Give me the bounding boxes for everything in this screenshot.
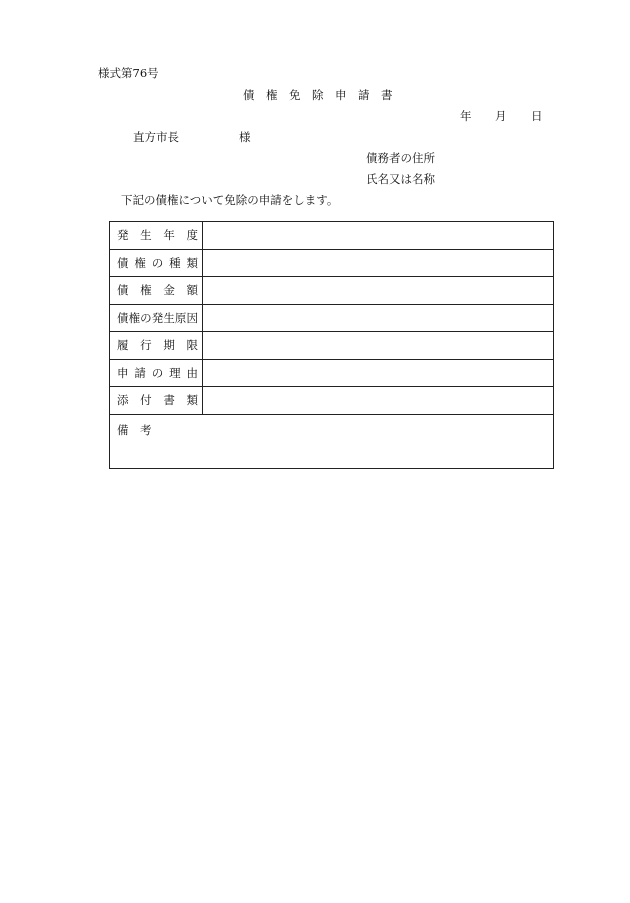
remarks-label: 備 考 <box>117 422 152 437</box>
row-label-claim-cause: 債権の発生原因 <box>117 310 198 325</box>
value-cell-year-of-occurrence[interactable] <box>203 222 554 250</box>
row-label-claim-type: 債権の種類 <box>117 255 198 270</box>
intro-text: 下記の債権について免除の申請をします。 <box>121 193 339 207</box>
row-label-cell <box>110 304 203 332</box>
value-cell-attachments[interactable] <box>203 387 554 415</box>
row-label-claim-amount: 債 権 金 額 <box>117 283 198 298</box>
row-label-cell <box>110 249 203 277</box>
row-label-cell <box>110 332 203 360</box>
date-year-label: 年 <box>460 109 472 123</box>
table-row <box>110 304 554 332</box>
date-month-label: 月 <box>495 109 507 123</box>
table-row <box>110 387 554 415</box>
row-label-cell <box>110 359 203 387</box>
table-row <box>110 249 554 277</box>
remarks-cell[interactable] <box>110 414 554 468</box>
row-label-year-of-occurrence: 発 生 年 度 <box>117 228 198 243</box>
value-cell-due-date[interactable] <box>203 332 554 360</box>
table-row <box>110 277 554 305</box>
table-row <box>110 332 554 360</box>
date-day-label: 日 <box>531 109 543 123</box>
row-label-reason: 申請の理由 <box>117 365 198 380</box>
debtor-address-label: 債務者の住所 <box>366 151 435 165</box>
value-cell-claim-amount[interactable] <box>203 277 554 305</box>
table-row <box>110 359 554 387</box>
value-cell-reason[interactable] <box>203 359 554 387</box>
row-label-cell <box>110 277 203 305</box>
row-label-attachments: 添 付 書 類 <box>117 393 198 408</box>
row-label-cell <box>110 222 203 250</box>
application-form-table <box>109 221 554 469</box>
table-row <box>110 222 554 250</box>
row-label-due-date: 履 行 期 限 <box>117 338 198 353</box>
value-cell-claim-type[interactable] <box>203 249 554 277</box>
row-label-cell <box>110 387 203 415</box>
table-row-remarks <box>110 414 554 468</box>
honorific: 様 <box>239 130 251 144</box>
debtor-name-label: 氏名又は名称 <box>366 172 435 186</box>
value-cell-claim-cause[interactable] <box>203 304 554 332</box>
document-title: 債 権 免 除 申 請 書 <box>243 88 393 102</box>
addressee: 直方市長 <box>133 130 179 144</box>
form-number: 様式第76号 <box>98 66 159 80</box>
